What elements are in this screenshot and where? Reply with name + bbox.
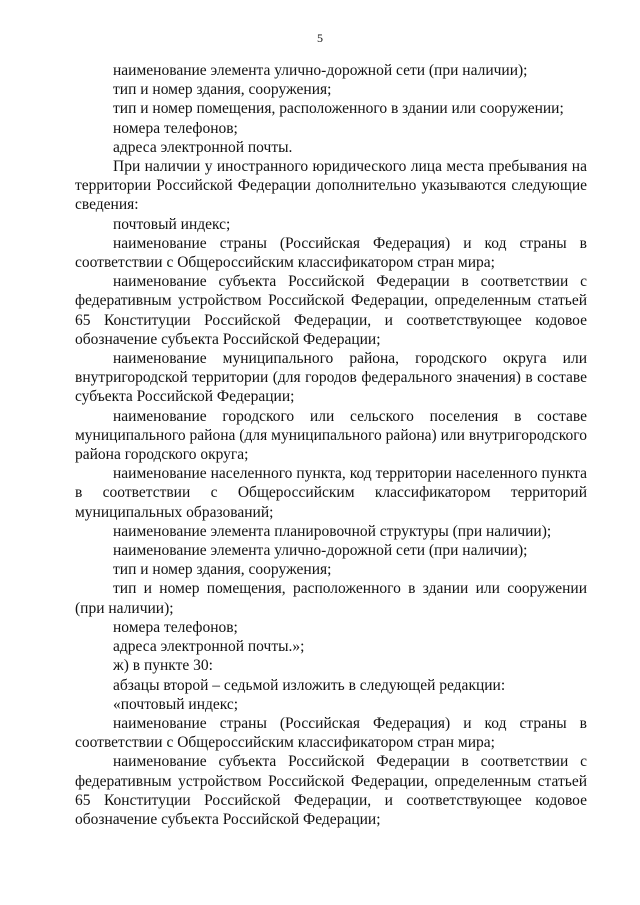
paragraph: ж) в пункте 30:	[113, 657, 213, 675]
paragraph: наименование муниципального района, городского округа или внутригородской территории (для городов федерального значения) в составе субъекта Российской Федерации;	[75, 350, 587, 406]
paragraph: «почтовый индекс;	[113, 695, 239, 713]
paragraph: наименование элемента улично-дорожной сети (при наличии);	[113, 542, 528, 560]
paragraph: абзацы второй – седьмой изложить в следующей редакции:	[113, 676, 506, 694]
paragraph: адреса электронной почты.»;	[113, 638, 305, 656]
document-body	[75, 61, 587, 829]
paragraph: наименование элемента улично-дорожной сети (при наличии);	[113, 62, 528, 79]
page-number: 5	[317, 31, 323, 45]
paragraph: наименование населенного пункта, код территории населенного пункта в соответствии с Общероссийским классификатором территорий муниципальных образований;	[75, 465, 587, 521]
paragraph: номера телефонов;	[113, 119, 238, 137]
paragraph: наименование городского или сельского поселения в составе муниципального района (для муниципального района) или внутригородского района городского округа;	[75, 407, 587, 464]
paragraph: тип и номер помещения, расположенного в здании или сооружении (при наличии);	[75, 580, 587, 617]
paragraph: наименование субъекта Российской Федерации в соответствии с федеративным устройством Российской Федерации, определенным статьей 65 Конституции Российской Федерации, и соответствующее кодовое обозначение субъекта Российской Федерации;	[75, 273, 587, 348]
paragraph: номера телефонов;	[113, 618, 238, 636]
paragraph: наименование страны (Российская Федерация) и код страны в соответствии с Общероссийским классификатором стран мира;	[75, 714, 587, 752]
paragraph: тип и номер здания, сооружения;	[113, 561, 332, 579]
paragraph: тип и номер здания, сооружения;	[113, 81, 332, 99]
paragraph: почтовый индекс;	[113, 215, 231, 233]
paragraph: При наличии у иностранного юридического лица места пребывания на территории Российской Федерации дополнительно указываются следующие сведения:	[75, 158, 587, 214]
paragraph: наименование субъекта Российской Федерации в соответствии с федеративным устройством Российской Федерации, определенным статьей 65 Конституции Российской Федерации, и соответствующее кодовое обозначение субъекта Российской Федерации;	[75, 753, 587, 828]
paragraph: наименование элемента планировочной структуры (при наличии);	[113, 522, 552, 540]
paragraph: тип и номер помещения, расположенного в здании или сооружении;	[113, 100, 564, 118]
paragraph: наименование страны (Российская Федерация) и код страны в соответствии с Общероссийским классификатором стран мира;	[75, 234, 587, 272]
paragraph: адреса электронной почты.	[113, 138, 293, 156]
